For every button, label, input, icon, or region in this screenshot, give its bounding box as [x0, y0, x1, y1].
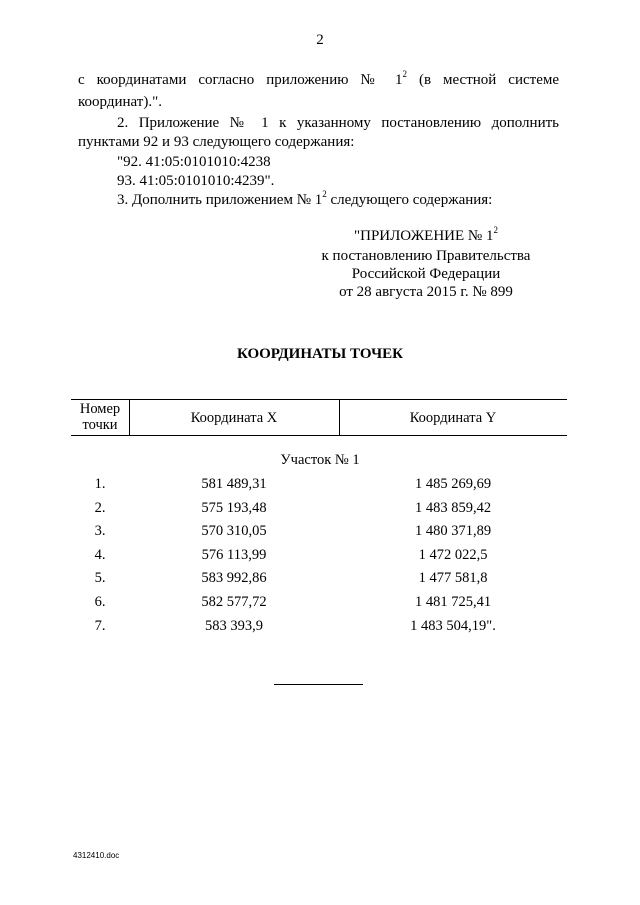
appendix-line-3: Российской Федерации — [351, 266, 501, 282]
header-coordinate-y: Координата Y — [409, 410, 497, 426]
cell-coordinate-x: 583 992,86 — [201, 570, 267, 586]
cell-coordinate-y: 1 485 269,69 — [414, 476, 492, 492]
section-title: КООРДИНАТЫ ТОЧЕК — [236, 346, 404, 362]
cadastral-item-92: "92. 41:05:0101010:4238 — [117, 154, 271, 170]
cell-coordinate-y: 1 483 504,19". — [410, 618, 496, 634]
cell-coordinate-y: 1 472 022,5 — [418, 547, 488, 563]
cell-point-number: 7. — [94, 618, 106, 634]
cell-coordinate-x: 576 113,99 — [201, 547, 267, 563]
cell-coordinate-y: 1 481 725,41 — [414, 594, 492, 610]
footer-file-code: 4312410.doc — [73, 851, 120, 860]
appendix-title: "ПРИЛОЖЕНИЕ № $1^2$ — [353, 225, 498, 244]
cadastral-item-93: 93. 41:05:0101010:4239". — [117, 173, 275, 189]
appendix-line-4: от 28 августа 2015 г. № 899 — [339, 284, 513, 300]
cell-coordinate-x: 581 489,31 — [201, 476, 267, 492]
page-number: 2 — [316, 32, 324, 48]
cell-point-number: 1. — [94, 476, 106, 492]
cell-point-number: 5. — [94, 570, 106, 586]
cell-point-number: 2. — [94, 500, 106, 516]
header-coordinate-x: Координата X — [190, 410, 278, 426]
cell-point-number: 3. — [94, 523, 106, 539]
paragraph-1-line-1: с координатами согласно приложению № $1^2$ (в местной системе — [78, 69, 560, 88]
table-header-bottom-rule — [71, 435, 567, 436]
appendix-line-2: к постановлению Правительства — [321, 248, 531, 264]
cell-coordinate-x: 583 393,9 — [205, 618, 263, 634]
table-top-rule — [71, 399, 567, 400]
table-group-label: Участок № 1 — [280, 452, 360, 468]
cell-coordinate-x: 582 577,72 — [201, 594, 267, 610]
cell-coordinate-y: 1 480 371,89 — [414, 523, 492, 539]
cell-coordinate-y: 1 477 581,8 — [418, 570, 488, 586]
header-point-number: Номер точки — [79, 401, 121, 433]
cell-point-number: 6. — [94, 594, 106, 610]
end-of-document-rule — [274, 684, 363, 685]
paragraph-1-line-2: координат).". — [78, 94, 162, 110]
cell-coordinate-x: 575 193,48 — [201, 500, 267, 516]
paragraph-3: 3. Дополнить приложением № $1^2$ следующего содержания: — [117, 189, 493, 208]
paragraph-2-line-1: 2. Приложение № 1 к указанному постановлению дополнить — [117, 115, 559, 131]
cell-coordinate-y: 1 483 859,42 — [414, 500, 492, 516]
cell-coordinate-x: 570 310,05 — [201, 523, 267, 539]
cell-point-number: 4. — [94, 547, 106, 563]
paragraph-2-line-2: пунктами 92 и 93 следующего содержания: — [78, 134, 355, 150]
